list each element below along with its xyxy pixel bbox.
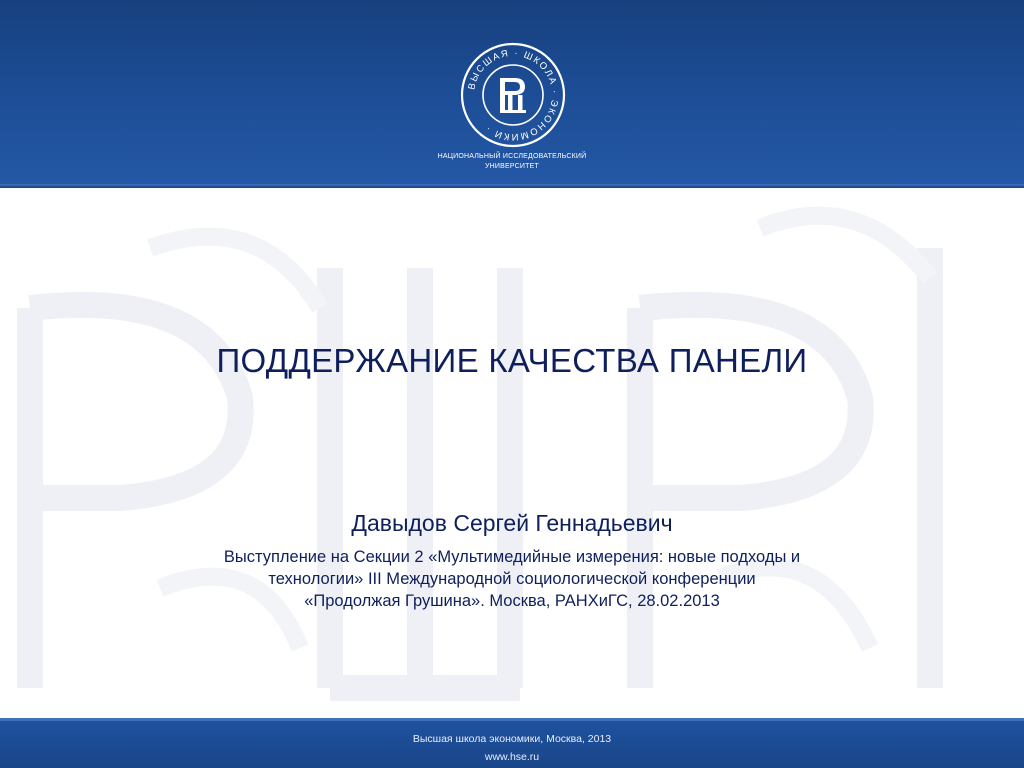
hse-logo-icon — [460, 42, 566, 148]
description-line: технологии» III Международной социологической конференции — [268, 570, 756, 588]
university-name-line2: УНИВЕРСИТЕТ — [485, 163, 539, 170]
footer-divider — [0, 718, 1024, 721]
footer-organization: Высшая школа экономики, Москва, 2013 — [412, 733, 612, 745]
header-banner — [0, 0, 1024, 188]
watermark-pattern — [0, 188, 1024, 718]
description-line: Выступление на Секции 2 «Мультимедийные измерения: новые подходы и — [223, 548, 801, 566]
university-name-line1: НАЦИОНАЛЬНЫЙ ИССЛЕДОВАТЕЛЬСКИЙ — [437, 153, 587, 160]
description-line: «Продолжая Грушина». Москва, РАНХиГС, 28.02.2013 — [304, 592, 720, 610]
footer-banner — [0, 718, 1024, 768]
university-name — [362, 152, 662, 172]
presentation-description — [100, 546, 924, 612]
logo-ring-text: ВЫСШАЯ · ШКОЛА · ЭКОНОМИКИ · — [466, 47, 561, 143]
logo-mark — [500, 78, 526, 113]
slide-title: ПОДДЕРЖАНИЕ КАЧЕСТВА ПАНЕЛИ — [216, 342, 808, 379]
author-name: Давыдов Сергей Геннадьевич — [351, 510, 673, 536]
footer-website-link[interactable]: www.hse.ru — [484, 751, 540, 763]
footer-text — [0, 730, 1024, 766]
